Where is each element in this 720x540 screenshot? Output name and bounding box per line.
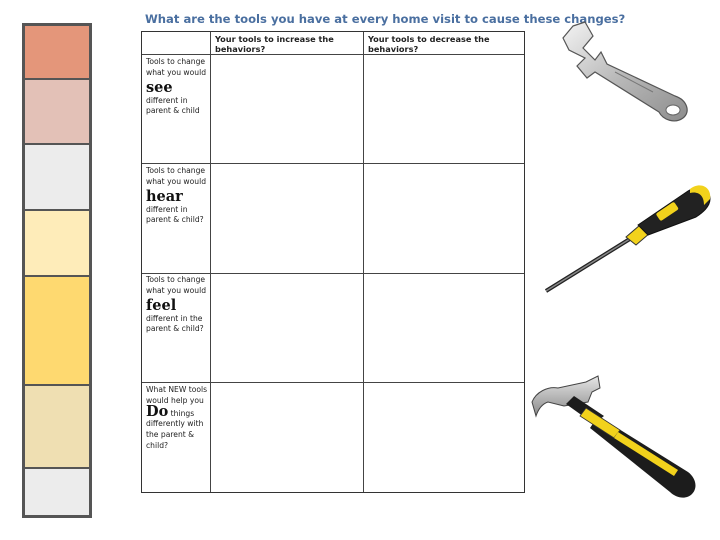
swatch-6: [25, 386, 89, 467]
row-hear-post: different in parent & child?: [146, 204, 204, 225]
row-divider: [142, 54, 524, 55]
row-see: [146, 57, 210, 117]
row-hear-keyword: hear: [146, 187, 183, 205]
row-see-keyword: see: [146, 78, 173, 96]
swatch-4: [25, 211, 89, 275]
swatch-3: [25, 145, 89, 209]
worksheet-table: [141, 31, 525, 493]
row-divider: [142, 273, 524, 274]
page-title: What are the tools you have at every home visit to cause these changes?: [145, 12, 626, 26]
row-see-pre: Tools to change what you would: [146, 57, 207, 77]
row-do-pre: What NEW tools would help you: [146, 385, 208, 405]
swatch-2: [25, 80, 89, 143]
row-feel-pre: Tools to change what you would: [146, 275, 207, 295]
screwdriver-icon: [538, 175, 718, 295]
row-do-keyword: Do: [146, 402, 169, 420]
column-header-increase: Your tools to increase the behaviors?: [215, 34, 334, 54]
column-divider: [363, 32, 364, 492]
row-hear: [146, 166, 210, 226]
hammer-icon: [528, 372, 708, 507]
row-feel-keyword: feel: [146, 296, 177, 314]
column-divider: [210, 32, 211, 492]
row-see-post: different in parent & child: [146, 95, 200, 116]
row-divider: [142, 163, 524, 164]
row-divider: [142, 382, 524, 383]
row-hear-pre: Tools to change what you would: [146, 166, 207, 186]
swatch-5: [25, 277, 89, 384]
wrench-icon: [555, 20, 695, 125]
swatch-7: [25, 469, 89, 515]
swatch-1: [25, 26, 89, 78]
row-do: [146, 385, 210, 452]
row-do-post: things differently with the parent & child?: [146, 408, 204, 450]
row-feel: [146, 275, 210, 335]
column-header-decrease: Your tools to decrease the behaviors?: [368, 34, 490, 54]
color-swatch-strip: [22, 23, 92, 518]
row-feel-post: different in the parent & child?: [146, 313, 204, 334]
